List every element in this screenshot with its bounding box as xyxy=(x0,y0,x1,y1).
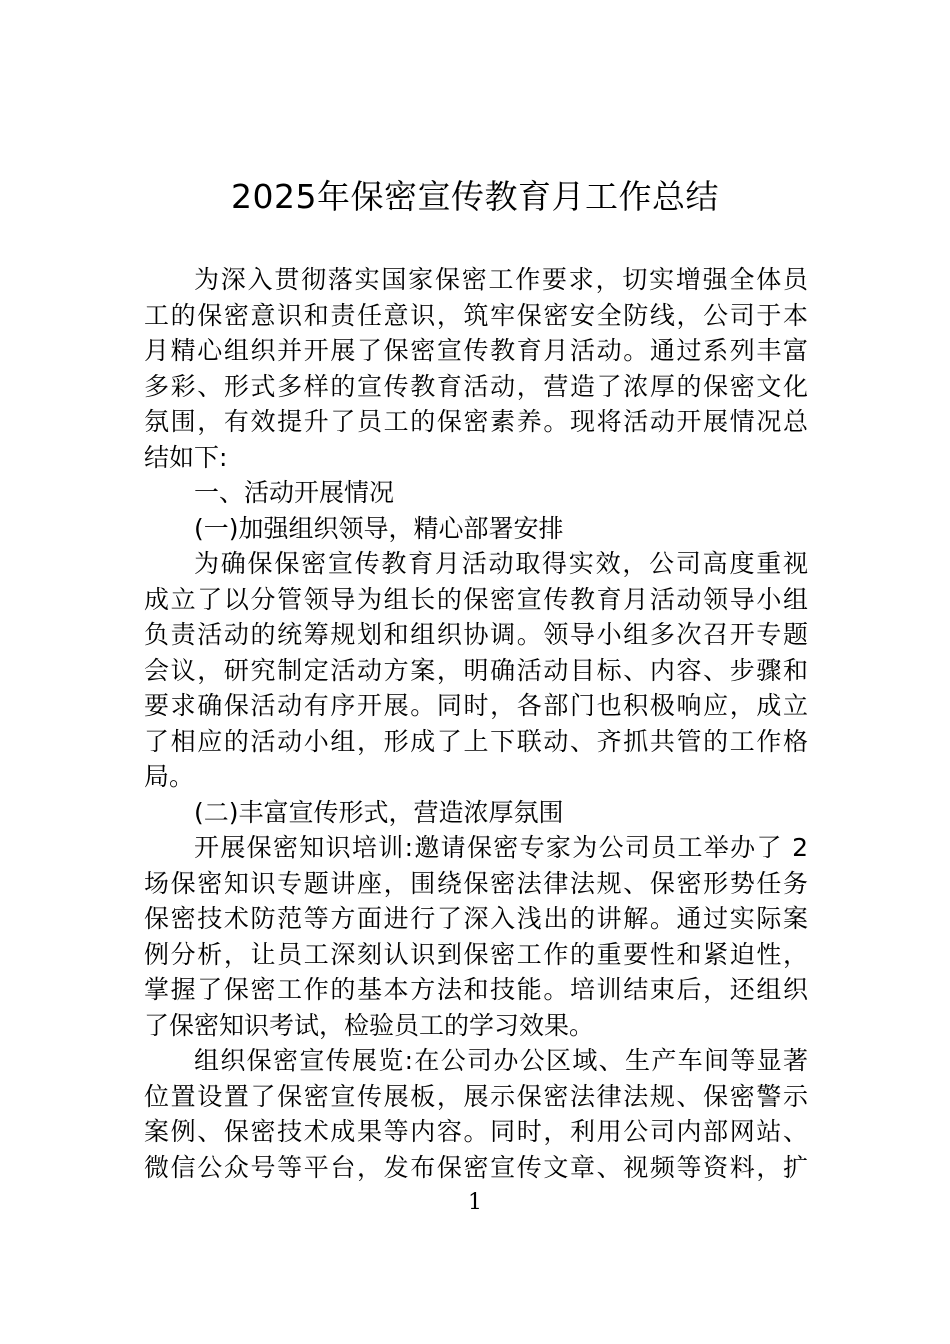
document-body xyxy=(144,262,808,1185)
body-line: 成立了以分管领导为组长的保密宣传教育月活动领导小组 xyxy=(144,584,808,614)
body-line: 组织保密宣传展览:在公司办公区域、生产车间等显著 xyxy=(194,1046,808,1075)
document-title: 2025年保密宣传教育月工作总结 xyxy=(231,177,719,216)
subsection-heading: (二)丰富宣传形式，营造浓厚氛围 xyxy=(194,797,564,827)
body-line: 微信公众号等平台，发布保密宣传文章、视频等资料，扩 xyxy=(144,1152,808,1182)
body-line: 例分析，让员工深刻认识到保密工作的重要性和紧迫性， xyxy=(144,939,808,969)
body-line: 氛围，有效提升了员工的保密素养。现将活动开展情况总 xyxy=(144,407,808,436)
section-heading: 一、活动开展情况 xyxy=(194,478,395,507)
body-line: 会议，研究制定活动方案，明确活动目标、内容、步骤和 xyxy=(144,655,808,685)
body-line: 要求确保活动有序开展。同时，各部门也积极响应，成立 xyxy=(144,691,808,720)
body-line: 为深入贯彻落实国家保密工作要求，切实增强全体员 xyxy=(194,265,808,294)
body-line: 结如下: xyxy=(144,442,228,472)
body-line: 多彩、形式多样的宣传教育活动，营造了浓厚的保密文化 xyxy=(144,371,808,401)
body-line: 工的保密意识和责任意识，筑牢保密安全防线，公司于本 xyxy=(144,300,808,330)
subsection-heading: (一)加强组织领导，精心部署安排 xyxy=(194,513,564,543)
page-number: 1 xyxy=(468,1190,482,1215)
body-line: 了保密知识考试，检验员工的学习效果。 xyxy=(144,1010,595,1040)
body-line: 案例、保密技术成果等内容。同时，利用公司内部网站、 xyxy=(144,1117,808,1146)
body-line: 场保密知识专题讲座，围绕保密法律法规、保密形势任务 xyxy=(144,868,808,898)
body-line: 为确保保密宣传教育月活动取得实效，公司高度重视 xyxy=(194,549,808,578)
body-line: 局。 xyxy=(144,762,195,791)
body-line: 位置设置了保密宣传展板，展示保密法律法规、保密警示 xyxy=(144,1081,808,1111)
body-line: 保密技术防范等方面进行了深入浅出的讲解。通过实际案 xyxy=(144,904,808,933)
body-line: 月精心组织并开展了保密宣传教育月活动。通过系列丰富 xyxy=(144,336,808,365)
body-line: 负责活动的统筹规划和组织协调。领导小组多次召开专题 xyxy=(144,620,808,649)
body-line: 开展保密知识培训:邀请保密专家为公司员工举办了 2 xyxy=(194,833,808,862)
body-line: 了相应的活动小组，形成了上下联动、齐抓共管的工作格 xyxy=(144,726,808,756)
body-line: 掌握了保密工作的基本方法和技能。培训结束后，还组织 xyxy=(144,975,808,1004)
